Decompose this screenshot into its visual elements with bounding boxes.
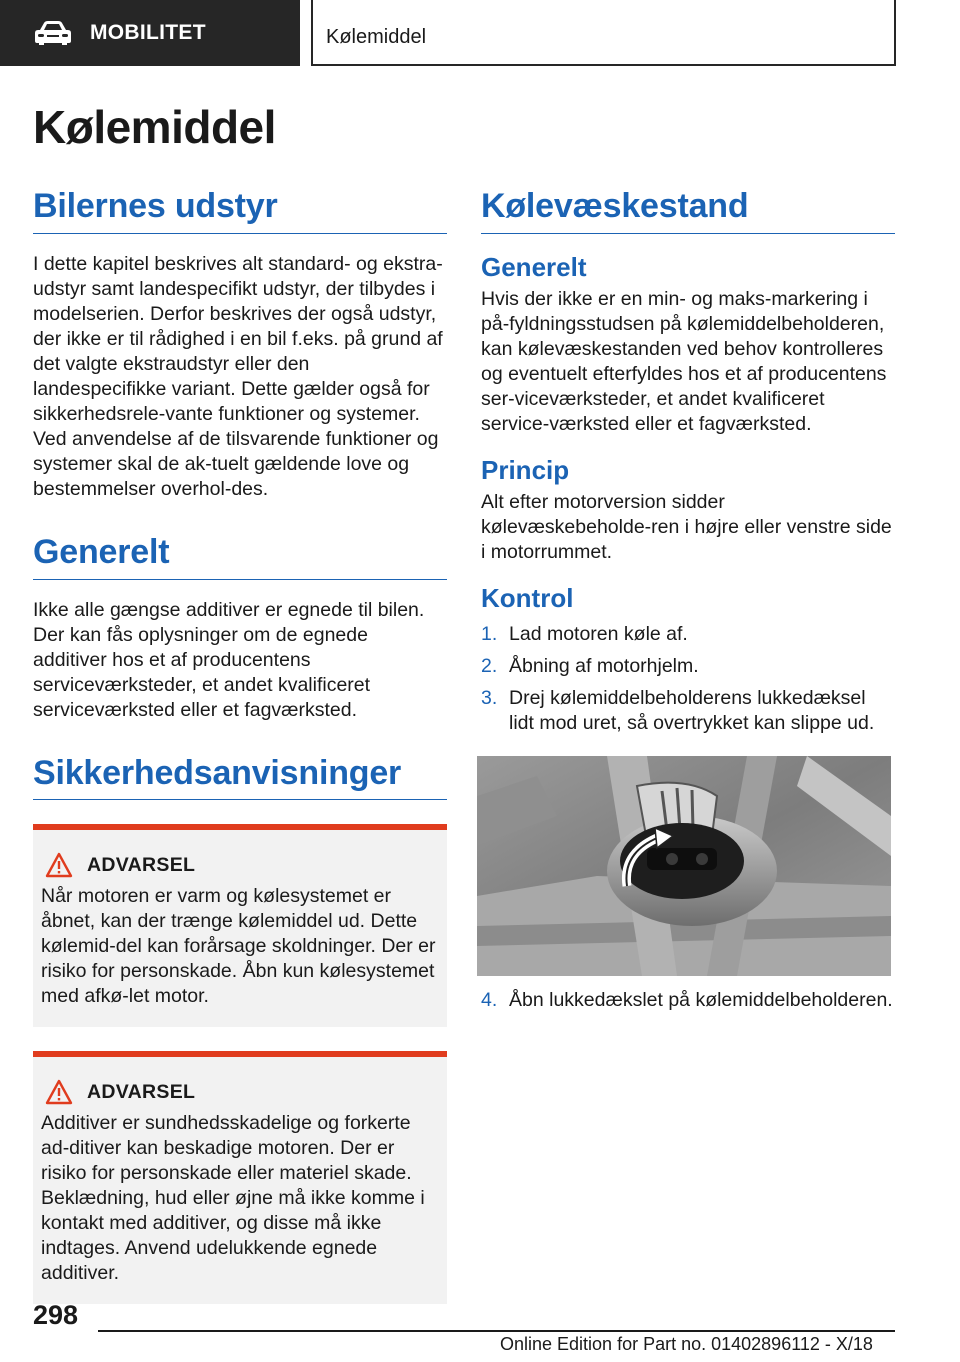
step-number: 2. [481, 655, 498, 678]
check-steps [481, 622, 895, 736]
step-text: Åbning af motorhjelm. [509, 655, 699, 678]
section-title-general: Generelt [33, 532, 447, 580]
section-title-equipment: Bilernes udstyr [33, 186, 447, 234]
step-text: Lad motoren køle af. [509, 623, 688, 646]
edition-note: Online Edition for Part no. 01402896112 - X/18 [500, 1334, 873, 1354]
coolant-general-paragraph: Hvis der ikke er en min- og maks-markering i på-fyldningsstudsen på kølemiddelbeholderen, kan kølevæskestanden ved behov kontrolleres og eventuelt efterfyldes hos et af producentens ser-viceværksteder, et andet kvalificeret service-værksted eller et fagværksted. [481, 287, 887, 435]
list-item [481, 654, 895, 679]
warning-title: ADVARSEL [87, 1080, 196, 1103]
subsection-title-check: Kontrol [481, 583, 574, 614]
left-column [33, 186, 447, 1304]
warning-triangle-icon [45, 852, 73, 878]
right-column [481, 186, 895, 1020]
car-icon [34, 20, 72, 46]
principle-paragraph: Alt efter motorversion sidder kølevæskebeholde-ren i højre eller venstre side i motorrummet. [481, 491, 892, 564]
warning-header [41, 852, 439, 878]
page-title: Kølemiddel [33, 101, 276, 153]
warning-text: Når motoren er varm og kølesystemet er åbnet, kan der trænge kølemiddel ud. Dette kølemid-del kan forårsage skoldninger. Der er risiko for personskade. Åbn kun kølesystemet med afkø-let motor. [41, 885, 436, 1008]
page-number: 298 [33, 1300, 79, 1330]
chapter-tab-label: MOBILITET [90, 21, 206, 44]
equipment-paragraph: I dette kapitel beskrives alt standard- og ekstra-udstyr samt landespecifikt udstyr, der tilbydes i modelserien. Derfor beskrives der også udstyr, der ikke er til rådighed i en bil f.eks. på grund af det valgte ekstraudstyr eller den landespecifikke variant. Dette gælder også for sikkerhedsrele-vante funktioner og systemer. Ved anvendelse af de tilsvarende funktioner og systemer skal de ak-tuelt gældende love og bestemmelser overhol-des. [33, 252, 443, 500]
subsection-title-general: Generelt [481, 251, 587, 282]
page-header [0, 0, 960, 66]
step-text: Åbn lukkedækslet på kølemiddelbeholderen. [509, 989, 893, 1012]
step-text: Drej kølemiddelbeholderens lukkedæksel lidt mod uret, så overtrykket kan slippe ud. [509, 687, 875, 735]
step-number: 3. [481, 687, 498, 710]
chapter-tab[interactable] [0, 0, 300, 66]
warning-header [41, 1079, 439, 1105]
section-title-safety: Sikkerhedsanvisninger [33, 753, 447, 801]
step-number: 1. [481, 623, 498, 646]
warning-text: Additiver er sundhedsskadelige og forkerte ad-ditiver kan beskadige motoren. Der er risiko for personskade eller materiel skade. Beklædning, hud eller øjne må ikke komme i kontakt med additiver, og disse må ikke indtages. Anvend udelukkende egnede additiver. [41, 1112, 425, 1285]
coolant-reservoir-photo [477, 756, 891, 976]
check-steps-continued [481, 988, 895, 1013]
step-number: 4. [481, 989, 498, 1012]
footer-divider [98, 1330, 895, 1332]
warning-box [33, 1051, 447, 1304]
general-paragraph: Ikke alle gængse additiver er egnede til bilen. Der kan fås oplysninger om de egnede additiver hos et af producentens serviceværksteder, et andet kvalificeret serviceværksted eller et fagværksted. [33, 598, 425, 721]
warning-triangle-icon [45, 1079, 73, 1105]
subsection-title-principle: Princip [481, 454, 570, 485]
reservoir-cap-illustration [477, 756, 891, 976]
list-item [481, 622, 895, 647]
warning-box [33, 824, 447, 1027]
list-item [481, 686, 895, 736]
warning-title: ADVARSEL [87, 853, 196, 876]
section-title-coolant-level: Kølevæskestand [481, 186, 895, 234]
breadcrumb: Kølemiddel [311, 0, 896, 66]
list-item [481, 988, 895, 1013]
